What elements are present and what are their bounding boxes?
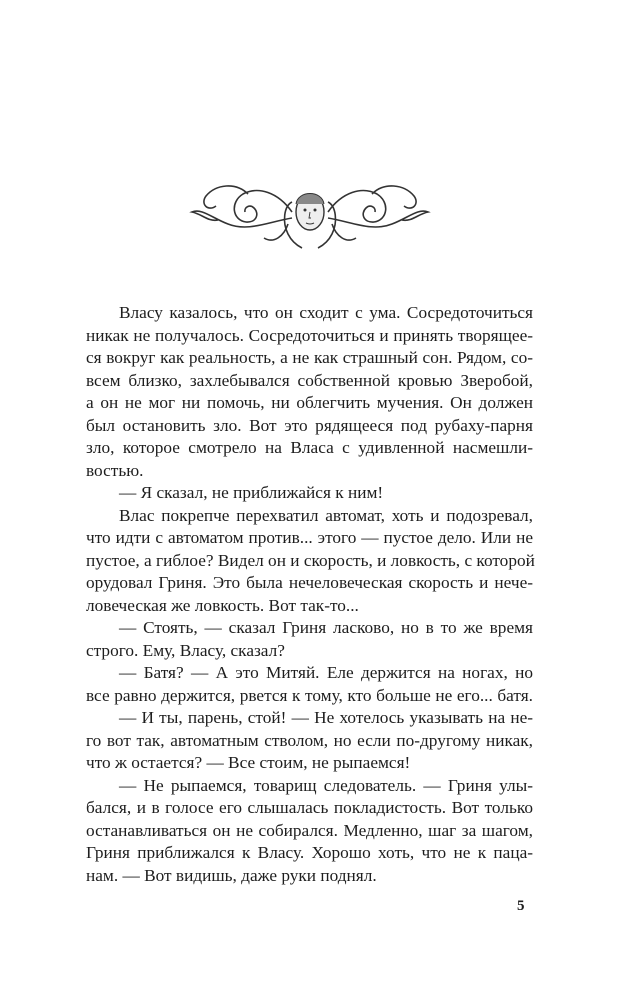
text-line: го вот так, автоматным стволом, но если по-другому никак,: [86, 730, 533, 750]
text-line: — Не рыпаемся, товарищ следователь. — Гриня улы-: [119, 775, 533, 795]
text-line: — И ты, парень, стой! — Не хотелось указывать на не-: [119, 708, 533, 727]
text-line: был остановить зло. Вот это рядящееся под рубаху-парня: [86, 415, 533, 435]
page-number: 5: [517, 898, 525, 914]
text-line: ся вокруг как реальность, а не как страшный сон. Рядом, со-: [86, 348, 533, 367]
text-line: строго. Ему, Власу, сказал?: [86, 640, 285, 660]
text-line: бался, и в голосе его слышалась покладистость. Вот только: [86, 798, 533, 817]
text-line: всем близко, захлебывался собственной кровью Зверобой,: [86, 370, 533, 390]
text-line: — Батя? — А это Митяй. Еле держится на ногах, но: [119, 663, 533, 682]
text-line: востью.: [86, 460, 144, 480]
text-line: орудовал Гриня. Это была нечеловеческая скорость и нече-: [86, 573, 533, 592]
text-line: что идти с автоматом против... этого — пустое дело. Или не: [86, 528, 533, 547]
text-line: нам. — Вот видишь, даже руки поднял.: [86, 865, 377, 885]
text-line: останавливаться он не собирался. Медленно, шаг за шагом,: [86, 820, 533, 840]
text-line: Влас покрепче перехватил автомат, хоть и подозревал,: [119, 505, 533, 525]
text-line: — Стоять, — сказал Гриня ласково, но в то же время: [119, 618, 533, 637]
text-line: — Я сказал, не приближайся к ним!: [119, 483, 384, 502]
text-line: пустое, а гиблое? Видел он и скорость, и ловкость, с которой: [86, 550, 535, 570]
cherub-scroll-ornament-icon: [188, 172, 432, 252]
text-line: зло, которое смотрело на Власа с удивленной насмешли-: [86, 438, 533, 457]
text-line: никак не получалось. Сосредоточиться и принять творящее-: [86, 325, 533, 345]
text-line: Гриня приближался к Власу. Хорошо хоть, что не к паца-: [86, 843, 533, 862]
text-line: все равно держится, рвется к тому, кто больше не его... батя.: [86, 685, 533, 705]
text-line: ловеческая же ловкость. Вот так-то...: [86, 595, 359, 615]
body-text: [86, 302, 533, 887]
text-line: Власу казалось, что он сходит с ума. Сосредоточиться: [119, 303, 533, 322]
text-line: а он не мог ни помочь, ни облегчить мучения. Он должен: [86, 393, 533, 412]
text-line: что ж остается? — Все стоим, не рыпаемся!: [86, 753, 411, 772]
